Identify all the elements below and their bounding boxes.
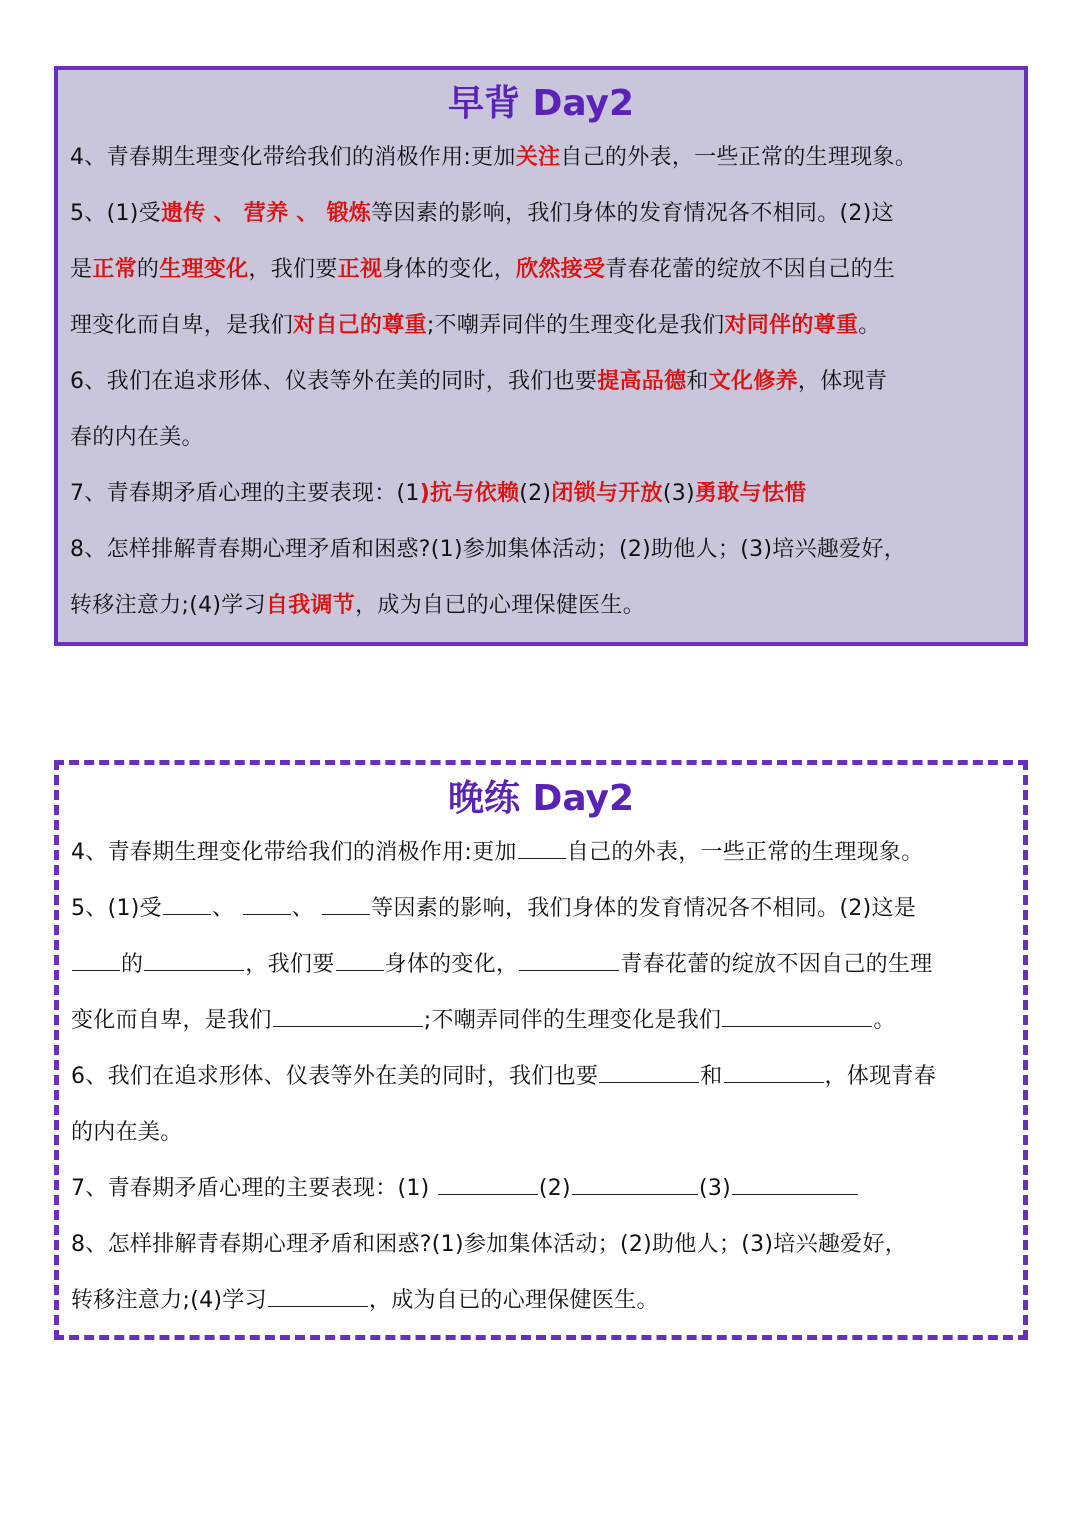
evening-item-8-line-1 (71, 1217, 1011, 1273)
morning-item-5-line-2 (70, 242, 1012, 298)
evening-item-4 (71, 825, 1011, 881)
keyword: 闭锁与开放 (551, 481, 663, 506)
text: ，体现青春 (824, 1064, 937, 1089)
keyword: 对同伴的尊重 (724, 313, 859, 338)
text: 和 (700, 1064, 723, 1089)
text: 青春花蕾的绽放不因自己的生理 (620, 952, 933, 977)
text: 是 (70, 257, 93, 282)
text: 5、(1)受 (71, 896, 162, 921)
text: ，成为自已的心理保健医生。 (355, 593, 645, 618)
keyword: 关注 (515, 145, 561, 170)
fill-blank[interactable] (572, 1176, 698, 1195)
text: ;不嘲弄同伴的生理变化是我们 (423, 1008, 722, 1033)
text: 等因素的影响，我们身体的发育情况各不相同。(2)这是 (371, 896, 917, 921)
keyword: 自我调节 (265, 593, 356, 618)
morning-item-8-line-1 (70, 522, 1012, 578)
morning-recitation-card (54, 66, 1028, 646)
text: ，体现青 (797, 369, 888, 394)
morning-item-6-line-1 (70, 354, 1012, 410)
fill-blank[interactable] (72, 952, 120, 971)
keyword: 遗传 、 营养 、 锻炼 (160, 201, 372, 226)
keyword: 正常 (92, 257, 137, 282)
text: 青春花蕾的绽放不因自己的生 (605, 257, 896, 282)
fill-blank[interactable] (163, 896, 211, 915)
text: 的 (121, 952, 144, 977)
fill-blank[interactable] (518, 840, 566, 859)
text: ，成为自已的心理保健医生。 (368, 1288, 659, 1313)
fill-blank[interactable] (273, 1008, 423, 1027)
fill-blank[interactable] (336, 952, 384, 971)
evening-practice-card (54, 760, 1028, 1340)
text: 6、我们在追求形体、仪表等外在美的同时，我们也要 (71, 1064, 599, 1089)
text: 4、青春期生理变化带给我们的消极作用:更加 (70, 145, 516, 170)
text: 4、青春期生理变化带给我们的消极作用:更加 (71, 840, 517, 865)
text: 6、我们在追求形体、仪表等外在美的同时，我们也要 (70, 369, 598, 394)
evening-item-5-line-2 (71, 937, 1011, 993)
text: ;不嘲弄同伴的生理变化是我们 (426, 313, 725, 338)
evening-item-6-line-2 (71, 1105, 1011, 1161)
evening-title: 晚练 Day2 (447, 778, 635, 819)
text: (3) (698, 1176, 732, 1201)
text: 身体的变化， (382, 257, 517, 282)
text: 5、(1)受 (70, 201, 161, 226)
text: 、 (291, 896, 322, 921)
keyword: )抗与依赖 (419, 481, 520, 506)
keyword: 正视 (337, 257, 383, 282)
fill-blank[interactable] (732, 1176, 858, 1195)
keyword: 提高品德 (597, 369, 687, 394)
text: ，我们要 (245, 952, 335, 977)
text: 自己的外表，一些正常的生理现象。 (560, 145, 918, 170)
morning-item-6-line-2 (70, 410, 1012, 466)
keyword: 勇敢与怯惜 (694, 481, 807, 506)
text: (3) (662, 481, 695, 506)
text: 理变化而自卑，是我们 (70, 313, 294, 338)
evening-item-7 (71, 1161, 1011, 1217)
text: 7、青春期矛盾心理的主要表现：(1) (71, 1176, 437, 1201)
morning-item-7 (70, 466, 1012, 522)
morning-item-5-line-3 (70, 298, 1012, 354)
evening-item-5-line-3 (71, 993, 1011, 1049)
text: 8、怎样排解青春期心理矛盾和困惑?(1)参加集体活动；(2)助他人；(3)培兴趣爱好， (71, 1232, 908, 1257)
text: (2) (538, 1176, 571, 1201)
text: 身体的变化， (384, 952, 519, 977)
text: 自己的外表，一些正常的生理现象。 (566, 840, 924, 865)
text: 的 (136, 257, 160, 282)
text: ，我们要 (248, 257, 338, 282)
text: 7、青春期矛盾心理的主要表现：(1 (70, 481, 420, 506)
fill-blank[interactable] (322, 896, 370, 915)
fill-blank[interactable] (599, 1064, 699, 1083)
text: 等因素的影响，我们身体的发育情况各不相同。(2)这 (371, 201, 894, 226)
morning-item-4 (70, 130, 1012, 186)
text: 的内在美。 (71, 1120, 183, 1145)
keyword: 生理变化 (159, 257, 249, 282)
text: 8、怎样排解青春期心理矛盾和困惑?(1)参加集体活动；(2)助他人；(3)培兴趣爱好， (70, 537, 907, 562)
fill-blank[interactable] (724, 1064, 824, 1083)
text: 。 (858, 313, 881, 338)
text: 和 (686, 369, 709, 394)
evening-item-5-line-1 (71, 881, 1011, 937)
text: 。 (873, 1008, 896, 1033)
fill-blank[interactable] (722, 1008, 872, 1027)
text: 变化而自卑，是我们 (71, 1008, 272, 1033)
keyword: 文化修养 (708, 369, 798, 394)
morning-item-5-line-1 (70, 186, 1012, 242)
morning-title: 早背 Day2 (447, 83, 635, 124)
fill-blank[interactable] (268, 1288, 368, 1307)
keyword: 欣然接受 (516, 257, 606, 282)
morning-item-8-line-2 (70, 578, 1012, 634)
text: 转移注意力;(4)学习 (71, 1288, 267, 1313)
fill-blank[interactable] (243, 896, 291, 915)
fill-blank[interactable] (144, 952, 244, 971)
keyword: 对自己的尊重 (293, 313, 427, 338)
evening-item-8-line-2 (71, 1273, 1011, 1329)
text: 转移注意力;(4)学习 (70, 593, 266, 618)
evening-item-6-line-1 (71, 1049, 1011, 1105)
fill-blank[interactable] (438, 1176, 538, 1195)
text: 、 (211, 896, 242, 921)
text: (2) (519, 481, 552, 506)
text: 春的内在美。 (70, 425, 204, 450)
fill-blank[interactable] (519, 952, 619, 971)
